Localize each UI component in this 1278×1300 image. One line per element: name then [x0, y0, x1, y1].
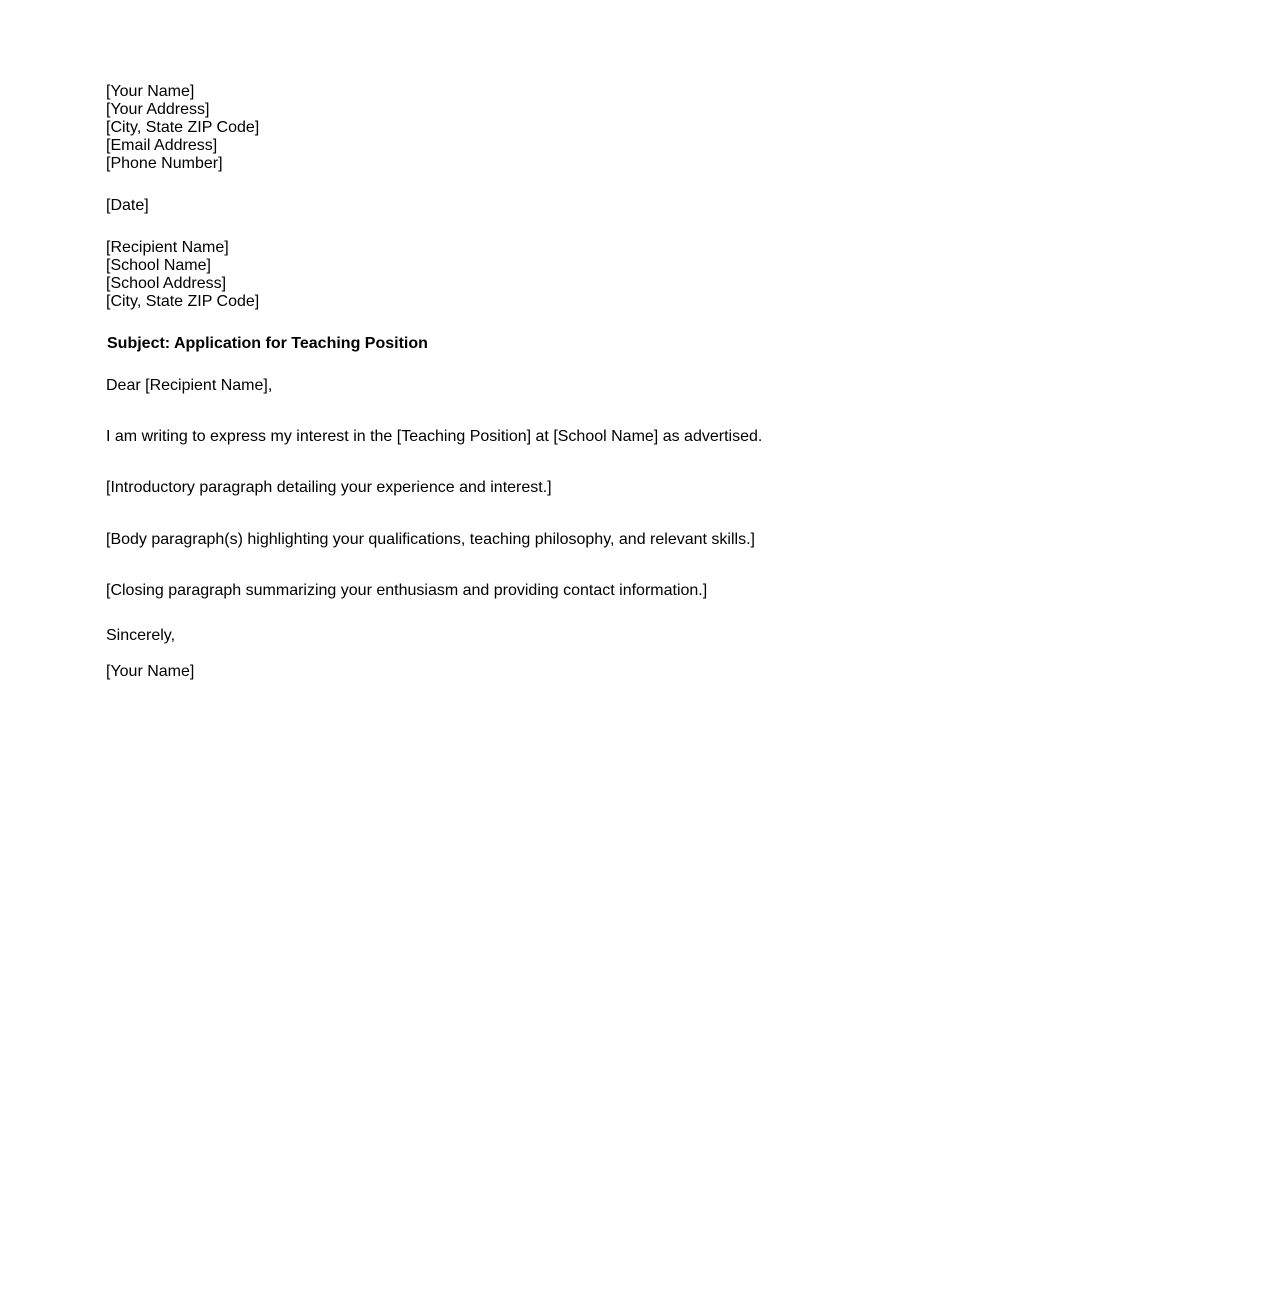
- letter-date: [Date]: [106, 197, 149, 214]
- subject-line: Subject: Application for Teaching Position: [107, 335, 428, 352]
- sender-address-block: [106, 83, 1106, 173]
- complimentary-close: Sincerely,: [106, 627, 176, 644]
- signature-name: [Your Name]: [106, 663, 195, 680]
- sender-phone: [Phone Number]: [106, 155, 223, 172]
- salutation: Dear [Recipient Name],: [106, 377, 273, 394]
- introductory-paragraph: [Introductory paragraph detailing your experience and interest.]: [106, 479, 552, 496]
- sender-email: [Email Address]: [106, 137, 218, 154]
- recipient-school-address: [School Address]: [106, 275, 227, 292]
- body-paragraph: [Body paragraph(s) highlighting your qualifications, teaching philosophy, and relevant skills.]: [106, 531, 755, 548]
- sender-name: [Your Name]: [106, 83, 195, 100]
- recipient-city-state-zip: [City, State ZIP Code]: [106, 293, 260, 310]
- recipient-address-block: [106, 239, 1106, 311]
- sender-city-state-zip: [City, State ZIP Code]: [106, 119, 260, 136]
- recipient-school-name: [School Name]: [106, 257, 211, 274]
- recipient-name: [Recipient Name]: [106, 239, 229, 256]
- closing-paragraph: [Closing paragraph summarizing your enthusiasm and providing contact information.]: [106, 582, 708, 599]
- sender-address: [Your Address]: [106, 101, 210, 118]
- opening-paragraph: I am writing to express my interest in the [Teaching Position] at [School Name] as advertised.: [106, 428, 763, 445]
- cover-letter: [106, 83, 1106, 681]
